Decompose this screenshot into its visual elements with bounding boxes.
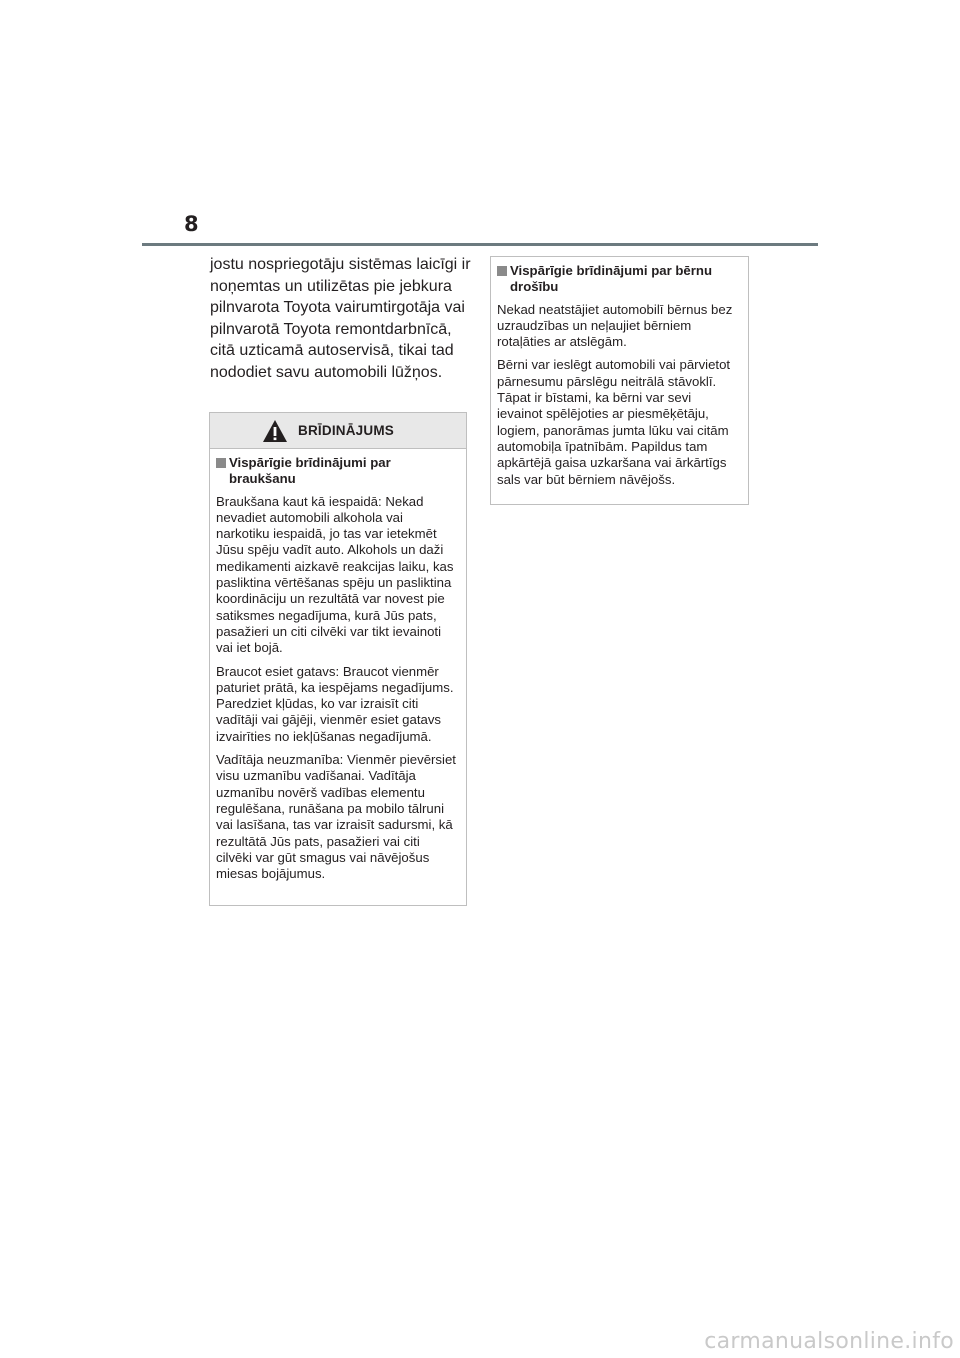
intro-paragraph: jostu nospriegotāju sistēmas laicīgi ir noņemtas un utilizētas pie jebkura pilnvarota Toyota vairumtirgotāja vai pilnvarotā Toyota remontdarbnīcā, citā uzticamā autoservisā, tikai tad nododiet savu automobili lūžņos. [210, 256, 471, 381]
watermark: carmanualsonline.info [704, 1329, 954, 1354]
child-safety-box [490, 256, 749, 505]
driving-warning-heading [216, 455, 458, 488]
square-bullet-icon [216, 458, 226, 468]
warning-triangle-icon [262, 419, 288, 443]
warning-body [210, 449, 466, 882]
warning-box [209, 412, 467, 906]
warning-paragraph: Vadītāja neuzmanība: Vienmēr pievērsiet visu uzmanību vadīšanai. Vadītāja uzmanību novērš vadības elementu regulēšana, runāšana pa mobilo tālruni vai lasīšana, tas var izraisīt sadursmi, kā rezultātā Jūs pats, pasažieri vai citi cilvēki var gūt smagus vai nāvējošus miesas bojājumus. [216, 752, 456, 882]
child-safety-paragraph: Nekad neatstājiet automobilī bērnus bez uzraudzības un neļaujiet bērniem rotaļāties ar atslēgām. [497, 301, 733, 350]
driving-warning-heading-text: Vispārīgie brīdinājumi par braukšanu [229, 455, 391, 487]
child-safety-paragraph: Bērni var ieslēgt automobili vai pārvietot pārnesumu pārslēgu neitrālā stāvoklī. Tāpat ir bīstami, ka bērni var sevi ievainot spēlējoties ar piesmēķētāju, logiem, panorāmas jumta lūku vai citām automobiļa īpatnībām. Papildus tam apkārtējā gaisa uzkaršana vai ārkārtīgs sals var būt bērniem nāvējošs. [497, 357, 731, 487]
warning-paragraph: Braucot esiet gatavs: Braucot vienmēr paturiet prātā, ka iespējams negadījums. Paredziet kļūdas, ko var izraisīt citi vadītāji vai gājēji, vienmēr esiet gatavs izvairīties no iekļūšanas negadījumā. [216, 663, 454, 744]
child-safety-body [491, 257, 748, 488]
child-safety-heading [497, 263, 740, 296]
square-bullet-icon [497, 266, 507, 276]
warning-title: BRĪDINĀJUMS [298, 423, 394, 438]
header-divider [142, 243, 818, 246]
warning-paragraph: Braukšana kaut kā iespaidā: Nekad nevadiet automobili alkohola vai narkotiku iespaidā, jo tas var ietekmēt Jūsu spēju vadīt auto. Alkohols un daži medikamenti aizkavē reakcijas laiku, kas pasliktina vērtēšanas spēju un pasliktina koordināciju un rezultātā var novest pie satiksmes negadījuma, kurā Jūs pats, pasažieri un citi cilvēki var tikt ievainoti vai iet bojā. [216, 493, 454, 656]
page-number: 8 [184, 212, 199, 236]
child-safety-heading-text: Vispārīgie brīdinājumi par bērnu drošību [510, 263, 713, 295]
warning-header [210, 413, 466, 449]
